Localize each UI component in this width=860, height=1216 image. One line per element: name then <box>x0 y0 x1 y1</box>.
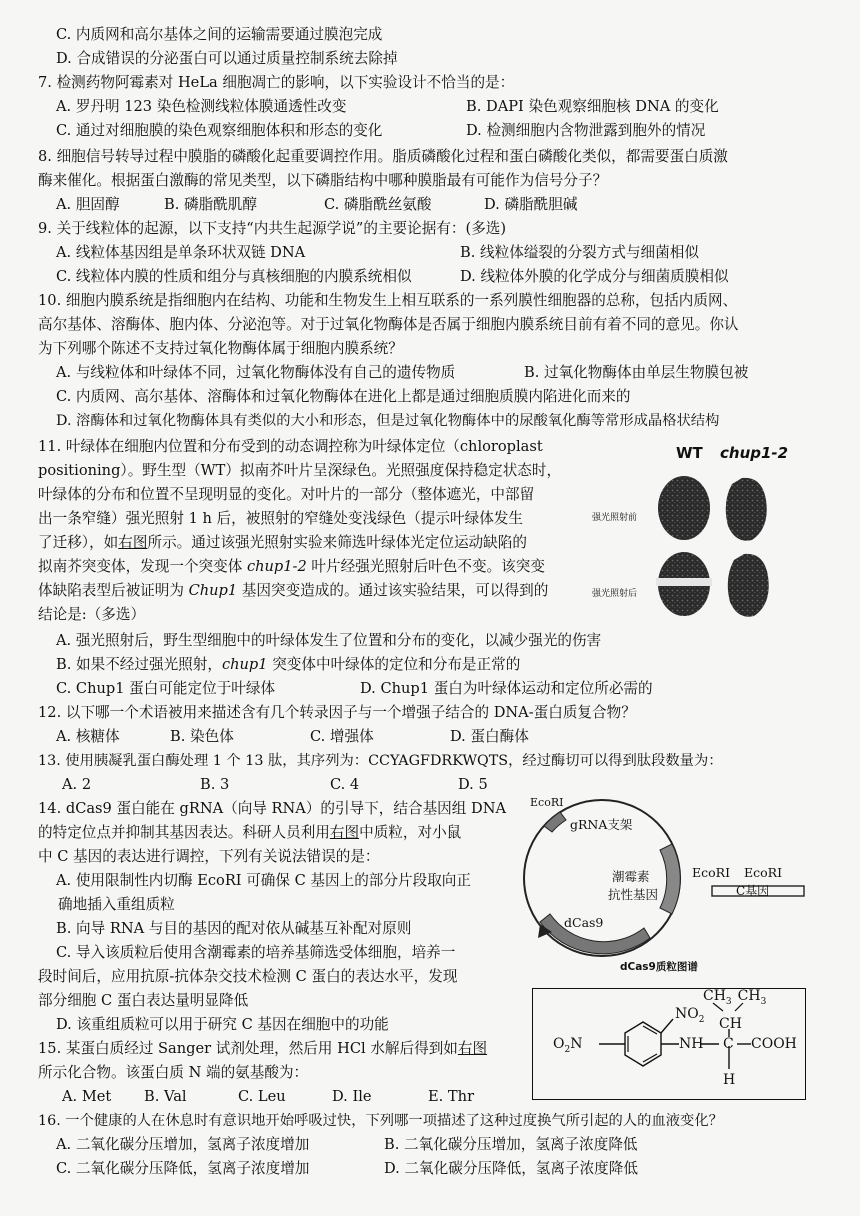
q11-option-d: D. Chup1 蛋白为叶绿体运动和定位所必需的 <box>360 680 653 697</box>
q10-option-d: D. 溶酶体和过氧化物酶体具有类似的大小和形态，但是过氧化物酶体中的尿酸氧化酶等常形成晶格状结构 <box>56 413 720 429</box>
q12-stem: 12. 以下哪一个术语被用来描述含有几个转录因子与一个增强子结合的 DNA-蛋白质复合物？ <box>38 704 636 721</box>
label-after-light: 强光照射后 <box>592 589 638 599</box>
label-ecori-right-2: EcoRⅠ <box>744 865 783 880</box>
q15-option-b: B. Val <box>144 1088 187 1105</box>
q14-option-d: D. 该重组质粒可以用于研究 C 基因在细胞中的功能 <box>56 1016 389 1033</box>
q7-stem: 7. 检测药物阿霉素对 HeLa 细胞凋亡的影响，以下实验设计不恰当的是： <box>38 74 515 91</box>
label-hygromycin-2: 抗性基因 <box>608 887 659 902</box>
label-ecori-right-1: EcoRⅠ <box>692 865 731 880</box>
q13-option-a: A. 2 <box>62 776 92 793</box>
q15-stem-line2: 所示化合物。该蛋白质 N 端的氨基酸为： <box>38 1064 309 1081</box>
q10-option-a: A. 与线粒体和叶绿体不同，过氧化物酶体没有自己的遗传物质 <box>56 364 456 381</box>
leaf-mutant-after <box>728 554 769 617</box>
q14-stem-line1: 14. dCas9 蛋白能在 gRNA（向导 RNA）的引导下，结合基因组 DNA <box>38 800 507 817</box>
leaf-title-wt: WT <box>676 444 703 462</box>
q14-option-c-line1: C. 导入该质粒后使用含潮霉素的培养基筛选受体细胞，培养一 <box>56 944 456 961</box>
q9-option-a: A. 线粒体基因组是单条环状双链 DNA <box>56 244 306 261</box>
q13-option-c: C. 4 <box>330 776 360 793</box>
q6-option-d: D. 合成错误的分泌蛋白可以通过质量控制系统去除掉 <box>56 50 398 67</box>
leaf-wt-before <box>658 476 710 540</box>
q15-option-a: A. Met <box>62 1088 112 1105</box>
q12-option-d: D. 蛋白酶体 <box>450 728 529 745</box>
q9-stem: 9. 关于线粒体的起源，以下支持“内共生起源学说”的主要论据有：(多选) <box>38 220 507 237</box>
q7-option-c: C. 通过对细胞膜的染色观察细胞体积和形态的变化 <box>56 122 383 139</box>
q16-stem: 16. 一个健康的人在休息时有意识地开始呼吸过快，下列哪一项描述了这种过度换气所引起的人的血液变化？ <box>38 1113 723 1129</box>
q14-option-a-line1: A. 使用限制性内切酶 EcoRⅠ 可确保 C 基因上的部分片段取向正 <box>56 872 471 889</box>
q11-stem-line7: 体缺陷表型后被证明为 Chup1 基因突变造成的。通过该实验结果，可以得到的 <box>38 582 549 599</box>
benzene-ring <box>625 1022 661 1066</box>
q8-option-a: A. 胆固醇 <box>56 196 120 213</box>
q15-option-e: E. Thr <box>428 1088 475 1105</box>
carboxyl-group: COOH <box>751 1036 797 1052</box>
light-stripe <box>656 578 712 586</box>
q11-stem-line3: 叶绿体的分布和位置不呈现明显的变化。对叶片的一部分（整体遮光，中部留 <box>38 486 535 503</box>
label-hygromycin-1: 潮霉素 <box>612 869 650 884</box>
label-before-light: 强光照射前 <box>592 513 638 523</box>
q7-option-a: A. 罗丹明 123 染色检测线粒体膜通透性改变 <box>56 98 347 115</box>
q12-option-a: A. 核糖体 <box>56 728 120 745</box>
q11-stem-line5: 了迁移），如右图所示。通过该强光照射实验来筛选叶绿体光定位运动缺陷的 <box>38 534 527 551</box>
q8-option-c: C. 磷脂酰丝氨酸 <box>324 196 432 213</box>
leaf-images <box>586 444 810 620</box>
q10-stem-line1: 10. 细胞内膜系统是指细胞内在结构、功能和生物发生上相互联系的一系列膜性细胞器的总称，包括内质网、 <box>38 292 738 309</box>
q14-option-c-line3: 部分细胞 C 蛋白表达量明显降低 <box>38 992 249 1009</box>
q14-stem-line3: 中 C 基因的表达进行调控，下列有关说法错误的是： <box>38 848 380 865</box>
plasmid-map <box>500 792 830 982</box>
q16-option-b: B. 二氧化碳分压增加，氢离子浓度降低 <box>384 1136 638 1153</box>
q8-stem-line2: 酶来催化。根据蛋白激酶的常见类型，以下磷脂结构中哪种膜脂最有可能作为信号分子？ <box>38 172 608 189</box>
chem-structure <box>532 988 806 1100</box>
q8-stem-line1: 8. 细胞信号转导过程中膜脂的磷酸化起重要调控作用。脂质磷酸化过程和蛋白磷酸化类似，都需要蛋白质激 <box>38 148 728 165</box>
q8-option-b: B. 磷脂酰肌醇 <box>164 196 257 213</box>
q16-option-d: D. 二氧化碳分压降低，氢离子浓度降低 <box>384 1160 638 1177</box>
q12-option-c: C. 增强体 <box>310 728 374 745</box>
q11-stem-line1: 11. 叶绿体在细胞内位置和分布受到的动态调控称为叶绿体定位（chloroplast <box>38 438 543 455</box>
plasmid-figure <box>500 792 830 982</box>
q14-option-b: B. 向导 RNA 与目的基因的配对依从碱基互补配对原则 <box>56 920 412 937</box>
q16-option-c: C. 二氧化碳分压降低，氢离子浓度增加 <box>56 1160 310 1177</box>
label-dcas9: dCas9 <box>564 915 604 930</box>
q8-option-d: D. 磷脂酰胆碱 <box>484 196 578 213</box>
leaf-title-mutant: chup1-2 <box>720 444 789 462</box>
q11-option-a: A. 强光照射后，野生型细胞中的叶绿体发生了位置和分布的变化，以减少强光的伤害 <box>56 632 602 649</box>
q11-stem-line6: 拟南芥突变体，发现一个突变体 chup1-2 叶片经强光照射后叶色不变。该突变 <box>38 558 545 575</box>
q9-option-b: B. 线粒体缢裂的分裂方式与细菌相似 <box>460 244 699 261</box>
ecori-site-block <box>544 812 566 832</box>
label-grna-scaffold: gRNA支架 <box>570 817 633 832</box>
leaf-figure <box>586 444 810 620</box>
q14-stem-line2: 的特定位点并抑制其基因表达。科研人员利用右图中质粒，对小鼠 <box>38 824 462 841</box>
ch-group: CH <box>719 1016 742 1032</box>
q12-option-b: B. 染色体 <box>170 728 234 745</box>
q11-stem-line2: positioning）。野生型（WT）拟南芥叶片呈深绿色。光照强度保持稳定状态时， <box>38 462 562 479</box>
q15-option-c: C. Leu <box>238 1088 286 1105</box>
q11-option-b: B. 如果不经过强光照射，chup1 突变体中叶绿体的定位和分布是正常的 <box>56 656 521 673</box>
nh-group: NH <box>679 1036 704 1052</box>
label-c-gene: C基因 <box>736 884 770 898</box>
q10-option-c: C. 内质网、高尔基体、溶酶体和过氧化物酶体在进化上都是通过细胞质膜内陷进化而来的 <box>56 388 631 405</box>
q9-option-d: D. 线粒体外膜的化学成分与细菌质膜相似 <box>460 268 729 285</box>
q15-stem-line1: 15. 某蛋白质经过 Sanger 试剂处理，然后用 HCl 水解后得到如右图 <box>38 1040 488 1057</box>
alpha-carbon: C <box>723 1036 734 1052</box>
leaf-mutant-before <box>726 478 767 541</box>
nitro-group-ortho: $NO_2$ <box>675 1006 705 1025</box>
q7-option-b: B. DAPI 染色观察细胞核 DNA 的变化 <box>466 98 719 115</box>
q11-stem-line8: 结论是:（多选） <box>38 606 146 623</box>
q14-option-a-line2: 确地插入重组质粒 <box>58 896 175 913</box>
q13-option-d: D. 5 <box>458 776 488 793</box>
q7-option-d: D. 检测细胞内含物泄露到胞外的情况 <box>466 122 706 139</box>
q10-stem-line3: 为下列哪个陈述不支持过氧化物酶体属于细胞内膜系统？ <box>38 340 403 357</box>
alpha-hydrogen: H <box>723 1072 736 1088</box>
q11-option-c: C. Chup1 蛋白可能定位于叶绿体 <box>56 680 276 697</box>
q6-option-c: C. 内质网和高尔基体之间的运输需要通过膜泡完成 <box>56 26 383 43</box>
methyl-groups: $CH_3$ $CH_3$ <box>703 988 767 1007</box>
q11-stem-line4: 出一条窄缝）强光照射 1 h 后，被照射的窄缝处变浅绿色（提示叶绿体发生 <box>38 510 524 527</box>
plasmid-caption: dCas9质粒图谱 <box>620 961 698 973</box>
q16-option-a: A. 二氧化碳分压增加，氢离子浓度增加 <box>56 1136 310 1153</box>
q10-option-b: B. 过氧化物酶体由单层生物膜包被 <box>524 364 749 381</box>
q15-option-d: D. Ile <box>332 1088 372 1105</box>
q9-option-c: C. 线粒体内膜的性质和组分与真核细胞的内膜系统相似 <box>56 268 412 285</box>
nitro-group-para: $O_2N$ <box>553 1036 583 1055</box>
q13-option-b: B. 3 <box>200 776 230 793</box>
q13-stem: 13. 使用胰凝乳蛋白酶处理 1 个 13 肽，其序列为：CCYAGFDRKWQTS，经过酶切可以得到肽段数量为： <box>38 753 723 769</box>
leaf-wt-after <box>656 552 712 616</box>
q14-option-c-line2: 段时间后，应用抗原-抗体杂交技术检测 C 蛋白的表达水平，发现 <box>38 968 458 985</box>
q10-stem-line2: 高尔基体、溶酶体、胞内体、分泌泡等。对于过氧化物酶体是否属于细胞内膜系统目前有着不同的意见。你认 <box>38 316 739 333</box>
label-ecori-top: EcoRⅠ <box>530 796 564 809</box>
